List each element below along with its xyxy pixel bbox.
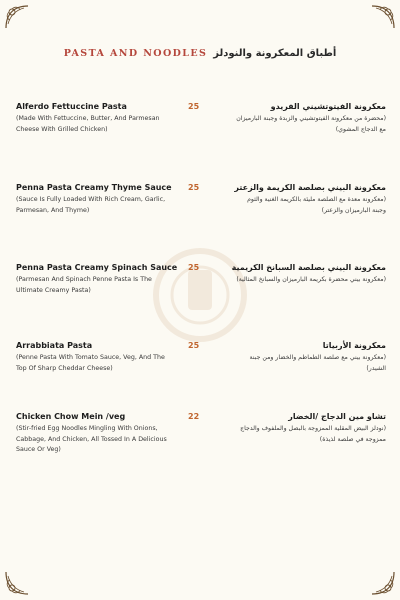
item-description-en: (Stir-fried Egg Noodles Mingling With Onions, Cabbage, And Chicken, All Tossed In A Delicious Sauce Or Veg) <box>16 425 167 453</box>
item-name-ar: معكرونة الفيتوتشيني الفريدو <box>270 102 386 111</box>
item-price: 25 <box>188 183 200 192</box>
item-description-ar: (معكرونة بيني محضرة بكريمة البارميزان والسبانخ المثالية) <box>236 276 386 283</box>
item-name-en: Penna Pasta Creamy Spinach Sauce <box>16 263 178 272</box>
item-description-ar: (معكرونة معدة مع الصلصة مليئة بالكريمة الغنية والثوم وجبنة البارميزان والزعتر) <box>247 196 386 214</box>
menu-item <box>0 341 400 401</box>
item-description-en: (Made With Fettuccine, Butter, And Parmesan Cheese With Grilled Chicken) <box>16 115 160 133</box>
corner-ornament-icon <box>370 570 396 596</box>
item-description-en: (Parmesan And Spinach Penne Pasta Is The Ultimate Creamy Pasta) <box>16 276 152 294</box>
item-price: 25 <box>188 341 200 350</box>
corner-ornament-icon <box>4 570 30 596</box>
item-description-en: (Penne Pasta With Tomato Sauce, Veg, And The Top Of Sharp Cheddar Cheese) <box>16 354 165 372</box>
item-price: 25 <box>188 102 200 111</box>
corner-ornament-icon <box>370 4 396 30</box>
menu-item <box>0 102 400 162</box>
item-name-ar: تشاو مين الدجاج /الخضار <box>288 412 386 421</box>
item-name-ar: معكرونة البيني بصلصة السبانخ الكريمية <box>231 263 386 272</box>
item-name-ar: معكرونة البيني بصلصة الكريمة والزعتر <box>234 183 386 192</box>
menu-item <box>0 412 400 472</box>
item-name-en: Alferdo Fettuccine Pasta <box>16 102 127 111</box>
section-title-en: PASTA AND NOODLES <box>63 47 208 59</box>
item-name-en: Arrabbiata Pasta <box>16 341 93 350</box>
section-header <box>0 42 400 64</box>
item-description-ar: (معكرونة بيني مع صلصة الطماطم والخضار ومن جبنة الشيدر) <box>249 354 386 372</box>
item-price: 25 <box>188 263 200 272</box>
item-description-ar: (نودلز البيض المقلية الممزوجة بالبصل والملفوف والدجاج ممزوجة في صلصة لذيذة) <box>240 425 386 443</box>
item-price: 22 <box>188 412 200 421</box>
corner-ornament-icon <box>4 4 30 30</box>
item-description-ar: (محضرة من معكرونة الفيتوتشيني والزبدة وجبنة البارميزان مع الدجاج المشوي) <box>236 115 386 133</box>
item-description-en: (Sauce Is Fully Loaded With Rich Cream, Garlic, Parmesan, And Thyme) <box>16 196 166 214</box>
menu-item <box>0 263 400 323</box>
section-title-ar: أطباق المعكرونة والنودلز <box>213 47 337 59</box>
item-name-en: Penna Pasta Creamy Thyme Sauce <box>16 183 172 192</box>
menu-item <box>0 183 400 243</box>
item-name-en: Chicken Chow Mein /veg <box>16 412 126 421</box>
item-name-ar: معكرونة الأربياتا <box>322 341 386 350</box>
